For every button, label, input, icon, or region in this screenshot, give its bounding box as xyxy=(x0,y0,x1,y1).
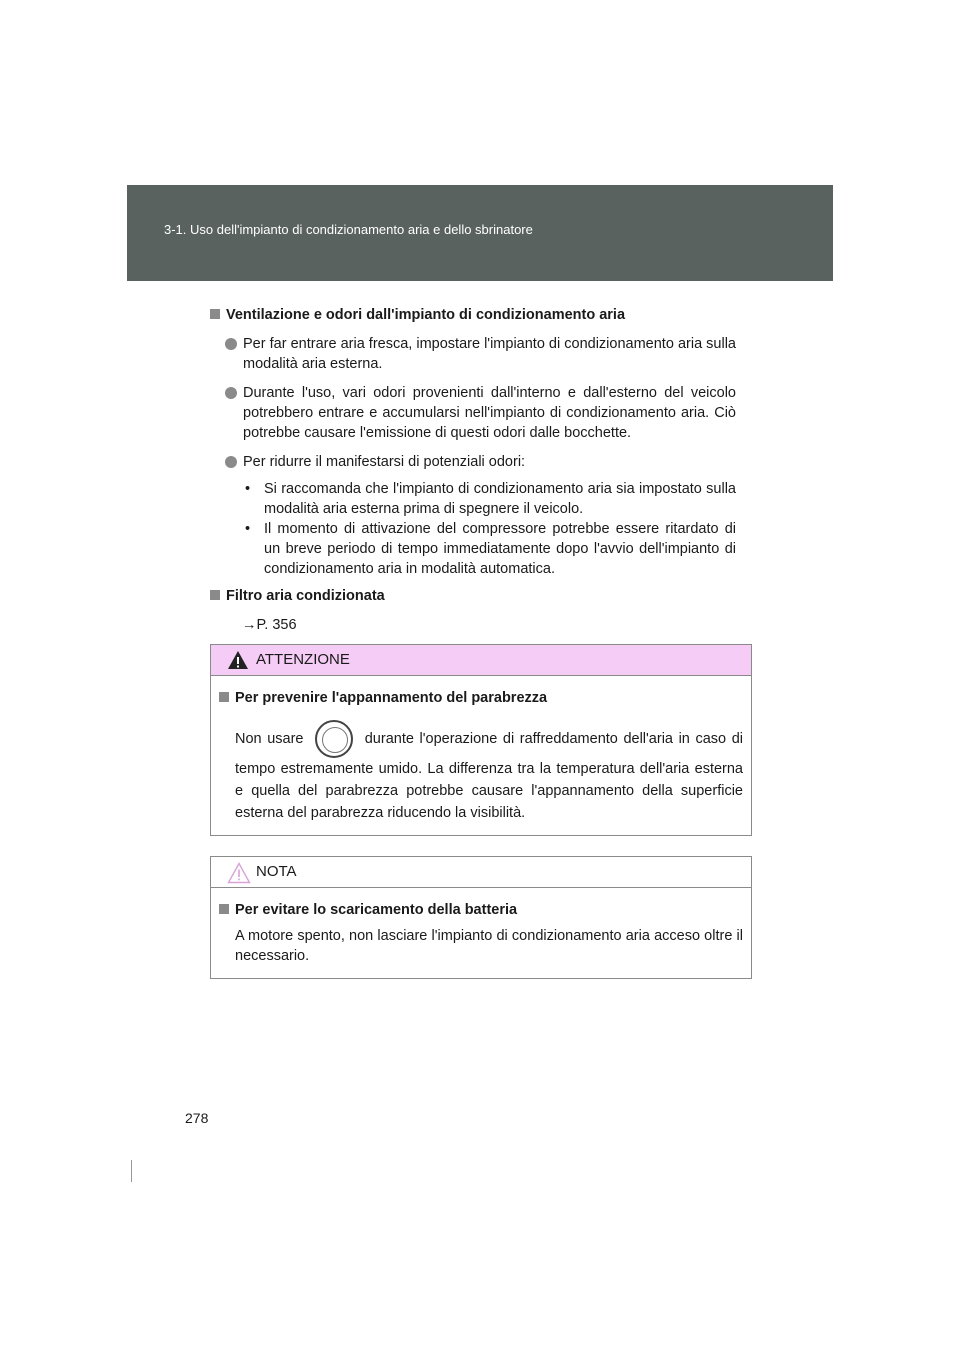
square-bullet-icon xyxy=(210,309,220,319)
caution-triangle-icon xyxy=(227,862,251,884)
square-bullet-icon xyxy=(219,692,229,702)
note-heading: Per evitare lo scaricamento della batteria xyxy=(219,900,743,920)
defogger-button-icon xyxy=(315,720,353,758)
page-number: 278 xyxy=(185,1110,209,1126)
note-title: NOTA xyxy=(256,863,297,880)
warning-triangle-icon xyxy=(227,650,249,670)
page-reference: →P. 356 xyxy=(242,617,297,633)
warning-box xyxy=(210,644,752,836)
square-bullet-icon xyxy=(210,590,220,600)
list-item: Per far entrare aria fresca, impostare l'impianto di condizionamento aria sulla modalità aria esterna. xyxy=(213,334,736,374)
warning-title: ATTENZIONE xyxy=(256,651,350,668)
section-title: 3-1. Uso dell'impianto di condizionamento aria e dello sbrinatore xyxy=(164,222,533,237)
list-item: Durante l'uso, vari odori provenienti dall'interno e dall'esterno del veicolo potrebbero entrare e accumularsi nell'impianto di condizionamento aria. Ciò potrebbe causare l'emissione di questi odori dalle bocchette. xyxy=(213,383,736,443)
section-header xyxy=(127,185,833,281)
main-content xyxy=(213,305,736,635)
list-item: Per ridurre il manifestarsi di potenziali odori: xyxy=(213,452,736,472)
margin-line xyxy=(131,1160,132,1182)
warning-heading: Per prevenire l'appannamento del parabrezza xyxy=(219,688,743,708)
heading-filter: Filtro aria condizionata xyxy=(210,586,736,606)
warning-header xyxy=(211,645,751,676)
round-bullet-icon xyxy=(225,338,237,350)
square-bullet-icon xyxy=(219,904,229,914)
heading-ventilation: Ventilazione e odori dall'impianto di condizionamento aria xyxy=(210,305,736,325)
note-header xyxy=(211,857,751,888)
round-bullet-icon xyxy=(225,387,237,399)
sub-list-item: • Il momento di attivazione del compressore potrebbe essere ritardato di un breve periodo di tempo immediatamente dopo l'avvio dell'impianto di condizionamento aria in modalità automatica. xyxy=(245,521,736,577)
sub-list-item: • Si raccomanda che l'impianto di condizionamento aria sia impostato sulla modalità aria esterna prima di spegnere il veicolo. xyxy=(245,481,736,517)
note-box xyxy=(210,856,752,979)
round-bullet-icon xyxy=(225,456,237,468)
note-text: A motore spento, non lasciare l'impianto di condizionamento aria acceso oltre il necessario. xyxy=(235,928,743,964)
warning-text: Non usare durante l'operazione di raffreddamento dell'aria in caso di tempo estremamente umido. La differenza tra la temperatura dell'aria esterna e quella del parabrezza potrebbe causare l'appannamento della superficie esterna del parabrezza riducendo la visibilità. xyxy=(219,720,743,824)
